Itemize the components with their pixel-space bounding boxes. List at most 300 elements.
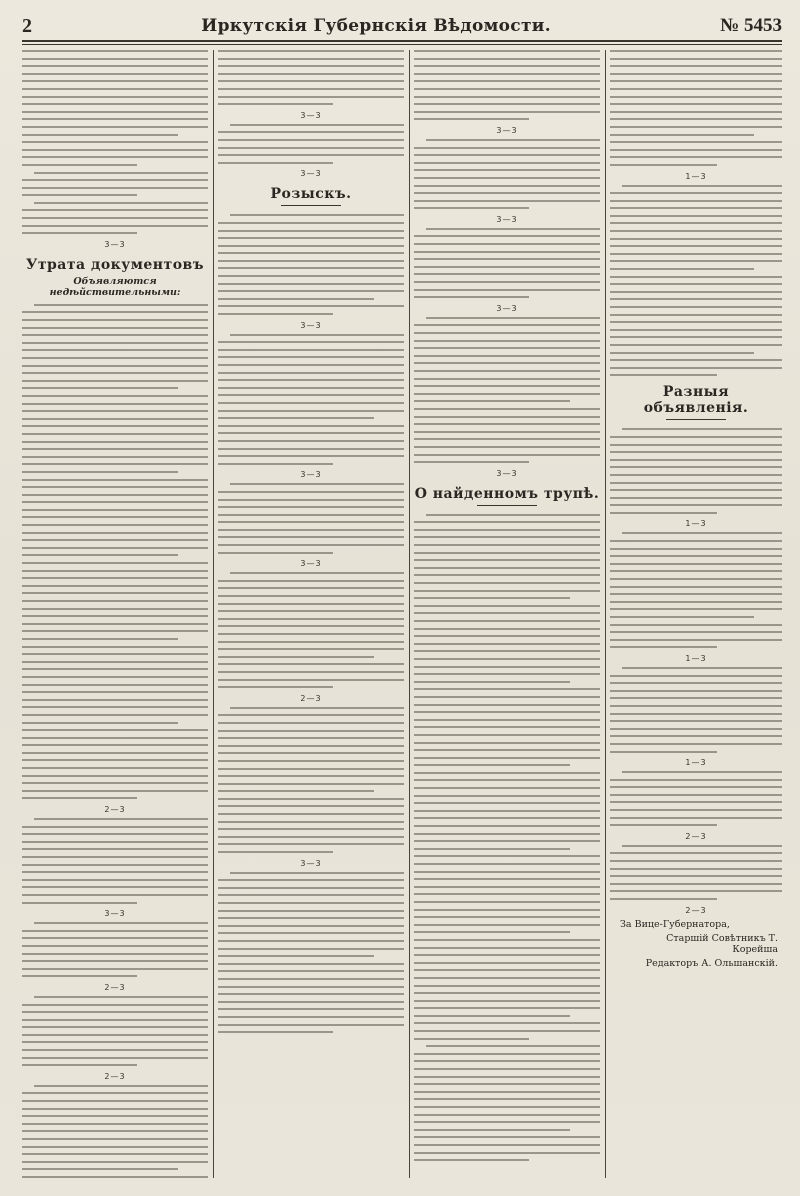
text-line (414, 235, 600, 237)
text-line (218, 1016, 404, 1018)
text-line (610, 474, 782, 476)
text-line (218, 387, 404, 389)
senior-councillor-signature: Старшій Совѣтникъ Т. Корейша (666, 932, 778, 955)
text-line (22, 968, 208, 970)
text-line (414, 871, 600, 873)
text-line (414, 147, 600, 149)
text-line (218, 313, 333, 315)
text-line (22, 937, 208, 939)
text-line (414, 207, 529, 209)
text-line (414, 825, 600, 827)
text-line (230, 334, 404, 336)
text-line (414, 658, 600, 660)
text-line (414, 192, 600, 194)
text-line (414, 969, 600, 971)
text-line (22, 1123, 208, 1125)
text-line (610, 631, 782, 633)
text-line (230, 214, 404, 216)
text-line (414, 544, 600, 546)
text-line (610, 238, 782, 240)
text-line (22, 661, 208, 663)
text-line (22, 623, 208, 625)
text-line (414, 118, 529, 120)
text-line (22, 1064, 137, 1066)
text-line (414, 779, 600, 781)
block-end-mark: 3—3 (300, 320, 322, 330)
text-line (610, 540, 782, 542)
block-end-mark: 1—3 (685, 171, 707, 181)
text-line (22, 418, 208, 420)
text-line (414, 878, 600, 880)
block-end-mark: 3—3 (300, 169, 322, 179)
text-line (218, 580, 404, 582)
text-line (414, 251, 600, 253)
text-line (218, 821, 404, 823)
text-line (218, 455, 404, 457)
text-line (218, 260, 404, 262)
column-3 (414, 50, 600, 1178)
text-line (22, 752, 208, 754)
text-line (22, 1108, 208, 1110)
text-line (22, 547, 208, 549)
text-line (218, 394, 404, 396)
page-number: 2 (22, 14, 32, 37)
text-line (218, 499, 404, 501)
text-line (610, 374, 717, 376)
text-line (218, 162, 333, 164)
text-line (610, 200, 782, 202)
text-line (610, 890, 782, 892)
text-line (414, 1030, 600, 1032)
block-end-mark: 3—3 (300, 559, 322, 569)
text-line (414, 347, 600, 349)
text-line (414, 111, 600, 113)
text-line (610, 898, 717, 900)
text-line (414, 711, 600, 713)
text-line (22, 714, 208, 716)
article-text (218, 50, 404, 105)
text-line (22, 1011, 208, 1013)
text-line (218, 283, 404, 285)
column-divider (213, 50, 214, 1178)
text-line (218, 851, 333, 853)
text-line (610, 555, 782, 557)
text-line (218, 290, 404, 292)
block-end-mark: 1—3 (685, 758, 707, 768)
text-line (218, 775, 404, 777)
text-line (22, 592, 208, 594)
text-line (22, 653, 208, 655)
text-line (610, 751, 717, 753)
text-line (22, 456, 208, 458)
text-line (414, 162, 600, 164)
text-line (414, 355, 600, 357)
text-line (414, 863, 600, 865)
text-line (610, 436, 782, 438)
text-line (22, 1100, 208, 1102)
text-line (414, 643, 600, 645)
text-line (610, 801, 782, 803)
text-line (22, 88, 208, 90)
text-line (414, 393, 600, 395)
article-text (22, 202, 208, 234)
text-line (610, 728, 782, 730)
text-line (414, 1068, 600, 1070)
text-line (22, 585, 208, 587)
block-end-mark: 3—3 (496, 303, 518, 313)
text-line (414, 893, 600, 895)
text-line (414, 58, 600, 60)
text-line (22, 395, 208, 397)
text-line (414, 103, 600, 105)
text-line (22, 646, 208, 648)
text-line (22, 841, 208, 843)
text-line (34, 1085, 208, 1087)
text-line (218, 50, 404, 52)
text-line (218, 648, 404, 650)
text-line (22, 554, 178, 556)
text-line (414, 154, 600, 156)
text-line (610, 593, 782, 595)
text-line (414, 757, 600, 759)
text-line (218, 147, 404, 149)
text-line (22, 433, 208, 435)
text-line (218, 364, 404, 366)
header-rule (22, 44, 782, 45)
text-line (22, 638, 178, 640)
text-line (414, 1015, 570, 1017)
column-divider (409, 50, 410, 1178)
text-line (218, 737, 404, 739)
notice-text (22, 922, 208, 977)
text-line (218, 843, 404, 845)
text-line (22, 311, 208, 313)
text-line (218, 686, 333, 688)
page-header (22, 12, 782, 42)
text-line (22, 826, 208, 828)
text-line (218, 633, 404, 635)
text-line (610, 306, 782, 308)
text-line (218, 103, 333, 105)
text-line (414, 324, 600, 326)
text-line (414, 810, 600, 812)
text-line (414, 185, 600, 187)
text-line (22, 410, 208, 412)
text-line (22, 141, 208, 143)
text-line (218, 1001, 404, 1003)
text-line (218, 963, 404, 965)
text-line (218, 948, 404, 950)
text-line (230, 872, 404, 874)
text-line (426, 317, 600, 319)
text-line (22, 372, 208, 374)
text-line (414, 749, 600, 751)
text-line (414, 1060, 600, 1062)
text-line (218, 237, 404, 239)
text-line (34, 996, 208, 998)
text-line (414, 177, 600, 179)
text-line (22, 577, 208, 579)
text-line (414, 1129, 570, 1131)
text-line (610, 321, 782, 323)
misc-notice-text (610, 771, 782, 826)
text-line (610, 601, 782, 603)
text-line (414, 1152, 600, 1154)
text-line (610, 512, 717, 514)
text-line (22, 532, 208, 534)
notice-text (22, 304, 208, 800)
text-line (610, 682, 782, 684)
text-line (218, 970, 404, 972)
misc-notice-text (610, 428, 782, 514)
text-line (22, 1034, 208, 1036)
text-line (218, 544, 404, 546)
text-line (22, 50, 208, 52)
text-line (414, 400, 570, 402)
text-line (414, 931, 570, 933)
text-line (22, 334, 208, 336)
text-line (414, 529, 600, 531)
search-notice-text (218, 214, 404, 315)
text-line (22, 945, 208, 947)
text-line (414, 901, 600, 903)
text-line (414, 88, 600, 90)
text-line (610, 192, 782, 194)
text-line (218, 514, 404, 516)
text-line (610, 817, 782, 819)
text-line (414, 1121, 600, 1123)
text-line (414, 924, 600, 926)
text-line (22, 380, 208, 382)
text-line (22, 403, 208, 405)
text-line (610, 697, 782, 699)
text-line (22, 187, 208, 189)
text-line (414, 954, 600, 956)
text-line (414, 362, 600, 364)
text-line (22, 501, 208, 503)
text-line (414, 1007, 600, 1009)
editor-signature: Редакторъ А. Ольшанскій. (645, 957, 778, 969)
text-line (414, 1083, 600, 1085)
text-line (22, 1138, 208, 1140)
text-line (610, 875, 782, 877)
text-line (34, 304, 208, 306)
text-line (22, 953, 208, 955)
text-line (414, 461, 529, 463)
text-line (218, 410, 404, 412)
text-line (610, 126, 782, 128)
text-line (414, 597, 570, 599)
text-line (218, 910, 404, 912)
text-line (22, 1146, 208, 1148)
text-line (22, 600, 208, 602)
article-text (218, 124, 404, 164)
text-line (22, 111, 208, 113)
text-line (22, 615, 208, 617)
text-line (414, 855, 600, 857)
text-line (610, 149, 782, 151)
text-line (218, 440, 404, 442)
text-line (414, 332, 600, 334)
section-rule (477, 505, 537, 506)
text-line (610, 459, 782, 461)
text-line (218, 610, 404, 612)
text-line (22, 441, 208, 443)
text-line (610, 497, 782, 499)
text-line (414, 50, 600, 52)
text-line (22, 1168, 178, 1170)
text-line (414, 985, 600, 987)
text-line (218, 940, 404, 942)
text-line (22, 790, 208, 792)
text-line (414, 909, 600, 911)
text-line (414, 1144, 600, 1146)
text-line (610, 794, 782, 796)
text-line (218, 783, 404, 785)
text-line (610, 504, 782, 506)
text-line (610, 359, 782, 361)
text-line (22, 149, 208, 151)
search-notice-text (414, 50, 600, 120)
text-line (610, 482, 782, 484)
text-line (610, 639, 782, 641)
misc-notice-text (610, 532, 782, 648)
text-line (218, 752, 404, 754)
text-line (218, 625, 404, 627)
search-notice-text (218, 572, 404, 688)
masthead-title: Иркутскія Губернскія Вѣдомости. (201, 16, 551, 36)
section-title-misc: Разныя объявленія. (643, 384, 749, 417)
text-line (218, 955, 374, 957)
text-line (610, 735, 782, 737)
text-line (218, 925, 404, 927)
text-line (610, 156, 782, 158)
article-text (610, 185, 782, 377)
text-line (414, 726, 600, 728)
search-notice-text (218, 872, 404, 1033)
text-line (218, 993, 404, 995)
text-line (610, 314, 782, 316)
section-rule (666, 419, 726, 420)
text-line (414, 719, 600, 721)
text-line (22, 58, 208, 60)
text-line (218, 506, 404, 508)
text-line (218, 341, 404, 343)
text-line (610, 675, 782, 677)
text-line (22, 729, 208, 731)
text-line (610, 720, 782, 722)
text-line (218, 679, 404, 681)
text-line (218, 73, 404, 75)
text-line (414, 266, 600, 268)
block-end-mark: 2—3 (104, 805, 126, 815)
found-body-text (414, 1045, 600, 1161)
text-line (218, 641, 404, 643)
text-line (22, 463, 208, 465)
text-line (610, 616, 754, 618)
text-line (610, 245, 782, 247)
text-line (22, 797, 137, 799)
text-line (22, 1092, 208, 1094)
text-line (610, 111, 782, 113)
columns (22, 50, 782, 1178)
search-notice-text (414, 317, 600, 463)
block-end-mark: 1—3 (685, 653, 707, 663)
text-line (414, 408, 600, 410)
text-line (610, 103, 782, 105)
text-line (34, 172, 208, 174)
text-line (414, 521, 600, 523)
text-line (22, 960, 208, 962)
text-line (22, 448, 208, 450)
text-line (218, 1031, 333, 1033)
text-line (414, 742, 600, 744)
text-line (610, 570, 782, 572)
text-line (22, 179, 208, 181)
text-line (34, 922, 208, 924)
text-line (218, 879, 404, 881)
text-line (22, 744, 208, 746)
text-line (414, 423, 600, 425)
text-line (22, 691, 208, 693)
text-line (414, 169, 600, 171)
text-line (610, 352, 754, 354)
text-line (622, 845, 782, 847)
text-line (218, 671, 404, 673)
text-line (218, 656, 374, 658)
text-line (218, 887, 404, 889)
text-line (414, 1114, 600, 1116)
text-line (414, 620, 600, 622)
text-line (218, 96, 404, 98)
block-end-mark: 3—3 (104, 239, 126, 249)
text-line (610, 852, 782, 854)
block-end-mark: 3—3 (300, 110, 322, 120)
search-notice-text (414, 139, 600, 209)
text-line (414, 612, 600, 614)
text-line (230, 572, 404, 574)
text-line (414, 574, 600, 576)
text-line (22, 80, 208, 82)
text-line (610, 65, 782, 67)
text-line (22, 879, 208, 881)
text-line (622, 667, 782, 669)
block-end-mark: 2—3 (300, 693, 322, 703)
text-line (414, 80, 600, 82)
text-line (414, 947, 600, 949)
text-line (414, 772, 600, 774)
text-line (22, 722, 178, 724)
text-line (22, 509, 208, 511)
text-line (218, 836, 404, 838)
text-line (218, 798, 404, 800)
text-line (414, 673, 600, 675)
text-line (22, 1057, 208, 1059)
search-notice-text (414, 228, 600, 298)
text-line (218, 745, 404, 747)
text-line (414, 258, 600, 260)
text-line (414, 296, 529, 298)
text-line (610, 868, 782, 870)
text-line (22, 864, 208, 866)
text-line (414, 273, 600, 275)
text-line (610, 73, 782, 75)
text-line (22, 1115, 208, 1117)
text-line (218, 448, 404, 450)
text-line (610, 743, 782, 745)
text-line (22, 516, 208, 518)
text-line (426, 1045, 600, 1047)
